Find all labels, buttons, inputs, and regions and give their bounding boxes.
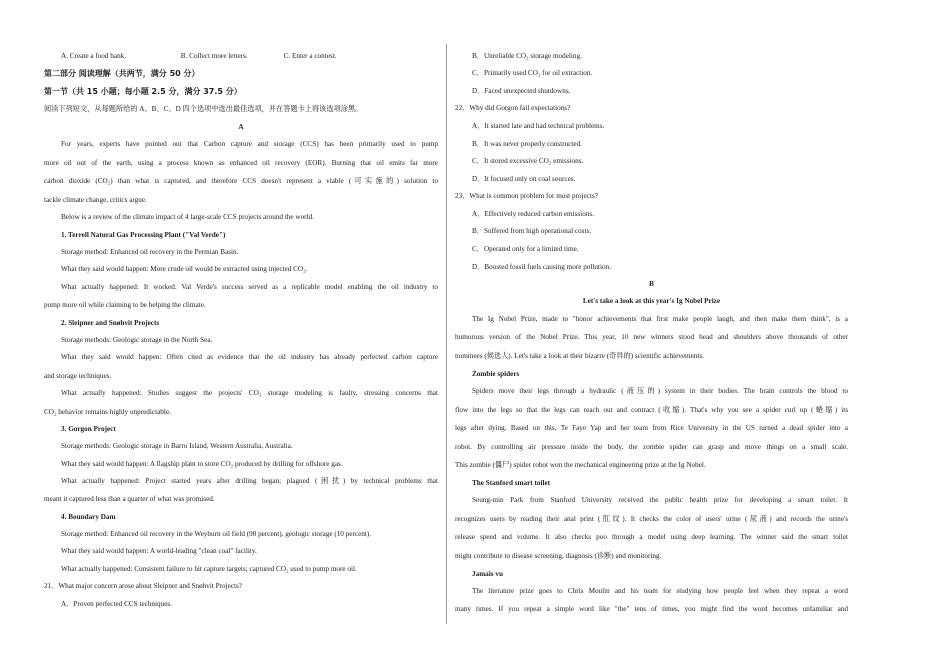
zombie-line5: This zombie (僵尸) spider robot won the mechanical engineering prize at the Ig Nobel.	[455, 461, 706, 469]
zombie-spiders-title: Zombie spiders	[472, 370, 520, 378]
toilet-line3: release speed and volume. It also checks poo through a model using deep learning. The winner said the smart toilet	[455, 533, 848, 541]
section2-title: 2. Sleipner and Snøhvit Projects	[61, 319, 160, 327]
passage-b-p1-line3: nominees (候选人). Let's take a look at their bizarre (奇异的) scientific achievements.	[455, 352, 704, 360]
question-21-option-d: D．Faced unexpected shutdowns.	[472, 87, 571, 95]
passage-b-label: B	[649, 280, 654, 288]
passage-a-p1-line4: tackle climate change, critics argue.	[44, 196, 147, 204]
section3-actual-line1: What actually happened: Project started years after drilling began; plagued (困扰) by technical problems that	[61, 477, 438, 485]
column-divider	[446, 44, 447, 624]
section1-actual-line2: pump more oil while claiming to be helping the climate.	[44, 301, 206, 309]
passage-a-label: A	[238, 123, 244, 131]
section4-method: Storage method: Enhanced oil recovery in the Weyburn oil field (90 percent), geologic storage (10 percent).	[61, 530, 372, 538]
section4-title: 4. Boundary Dam	[61, 513, 116, 521]
section2-actual-line1: What actually happened: Studies suggest the projects' CO₂ storage modeling is faulty, stressing concerns that	[61, 389, 438, 397]
section4-actual: What actually happened: Consistent failure to hit capture targets; captured CO₂ used to pump more oil.	[61, 565, 357, 573]
passage-b-title: Let's take a look at this year's Ig Nobel Prize	[582, 297, 721, 305]
section1-actual-line1: What actually happened: It worked. Val Verde's success served as a replicable model enabling the oil industry to	[61, 283, 438, 291]
jamais-vu-title: Jamais vu	[472, 570, 503, 578]
question-21-option-a: A．Proven perfected CCS techniques.	[61, 600, 172, 608]
q20-option-b: B. Collect more letters.	[180, 52, 248, 60]
question-23-option-c: C．Operated only for a limited time.	[472, 245, 579, 253]
instructions: 阅读下列短文，从每题所给的 A、B、C、D 四个选项中选出最佳选项，并在答题卡上将该选项涂黑。	[44, 105, 363, 113]
question-23-option-b: B．Suffered from high operational costs.	[472, 227, 592, 235]
jamais-line2: many times. If you repeat a simple word like "the" tens of times, you might find the word becomes unfamiliar and	[455, 605, 848, 613]
question-22-option-d: D．It focused only on coal sources.	[472, 175, 576, 183]
question-22: 22．Why did Gorgon fail expectations?	[455, 104, 571, 112]
section3-method: Storage methods: Geologic storage in Barro Island, Western Australia, Australia.	[61, 442, 293, 450]
passage-a-p1-line1: For years, experts have pointed out that Carbon capture and storage (CCS) has been primarily used to pump	[61, 140, 438, 148]
section2-actual-line2: CO₂ behavior remains highly unpredictable.	[44, 408, 171, 416]
passage-b-p1-line1: The Ig Nobel Prize, made to "honor achievements that first make people laugh, and then make them think", is a	[472, 315, 848, 323]
passage-a-p2: Below is a review of the climate impact of 4 large-scale CCS projects around the world.	[61, 213, 314, 221]
question-21: 21．What major concern arose about Sleipner and Snøhvit Projects?	[44, 582, 243, 590]
jamais-line1: The literature prize goes to Chris Moulin and his team for studying how people feel when they repeat a word	[472, 587, 848, 595]
section3-title: 3. Gorgon Project	[61, 425, 116, 433]
question-22-option-b: B．It was never properly constructed.	[472, 140, 582, 148]
question-23: 23．What is common problem for most projects?	[455, 192, 598, 200]
question-22-option-c: C．It stored excessive CO₂ emissions.	[472, 157, 584, 165]
section3-actual-line2: meant it captured less than a quarter of what was promised.	[44, 495, 215, 503]
section2-expected-line1: What they said would happen: Often cited as evidence that the oil industry has already perfected carbon capture	[61, 353, 438, 361]
passage-a-p1-line2: more oil out of the earth, using a process known as enhanced oil recovery (EOR). Burning that oil emits far more	[44, 159, 438, 167]
passage-b-p1-line2: humorous version of the Nobel Prize. This year, 10 new winners stood head and shoulders above thousands of other	[455, 333, 848, 341]
q20-option-a: A. Create a food bank.	[61, 52, 127, 60]
toilet-line1: Seung-min Park from Stanford University received the public health prize for developing a smart toilet. It	[472, 496, 848, 504]
question-23-option-a: A．Effectively reduced carbon emissions.	[472, 210, 595, 218]
toilet-line2: recognizes users by reading their anal print (肛纹). It checks the color of users' urine (尿液) and records the urine's	[455, 515, 848, 523]
zombie-line4: robot. By controlling air pressure inside the body, the zombie spider can grasp and move things on a small scale.	[455, 443, 848, 451]
section2-expected-line2: and storage techniques.	[44, 372, 112, 380]
zombie-line1: Spiders move their legs through a hydraulic (液压的) system in their bodies. The brain controls the blood to	[472, 387, 848, 395]
section2-method: Storage methods: Geologic storage in the North Sea.	[61, 336, 213, 344]
question-22-option-a: A．It started late and had technical problems.	[472, 122, 605, 130]
q20-option-c: C. Enter a contest.	[283, 52, 337, 60]
section1-title: 1. Terrell Natural Gas Processing Plant ("Val Verde")	[61, 231, 226, 239]
section1-heading: 第一节（共 15 小题；每小题 2.5 分，满分 37.5 分）	[44, 87, 242, 96]
part2-heading: 第二部分 阅读理解（共两节，满分 50 分）	[44, 69, 200, 78]
zombie-line2: flow into the legs so that the legs can reach out and contract (收缩). That's why you see a spider curl up (蜷缩) its	[455, 406, 848, 414]
question-23-option-d: D．Boosted fossil fuels causing more pollution.	[472, 263, 611, 271]
section4-expected: What they said would happen: A world-leading "clean coal" facility.	[61, 547, 257, 555]
toilet-line4: might contribute to disease screening, diagnosis (诊断) and monitoring.	[455, 552, 662, 560]
section1-expected: What they said would happen: More crude oil would be extracted using injected CO₂.	[61, 265, 308, 273]
passage-a-p1-line3: carbon dioxide (CO₂) than what is captured, and therefore CCS doesn't represent a viable (可实施的) solution to	[44, 177, 438, 185]
q20-options	[61, 52, 337, 61]
section1-method: Storage method: Enhanced oil recovery in the Permian Basin.	[61, 248, 239, 256]
question-21-option-b: B．Unreliable CO₂ storage modeling.	[472, 52, 582, 60]
question-21-option-c: C．Primarily used CO₂ for oil extraction.	[472, 69, 593, 77]
zombie-line3: legs after dying. Based on this, Te Faye Yap and her team from Rice University in the US turned a dead spider into a	[455, 424, 848, 432]
section3-expected: What they said would happen: A flagship plant to store CO₂ produced by drilling for offshore gas.	[61, 460, 343, 468]
smart-toilet-title: The Stanford smart toilet	[472, 479, 551, 487]
